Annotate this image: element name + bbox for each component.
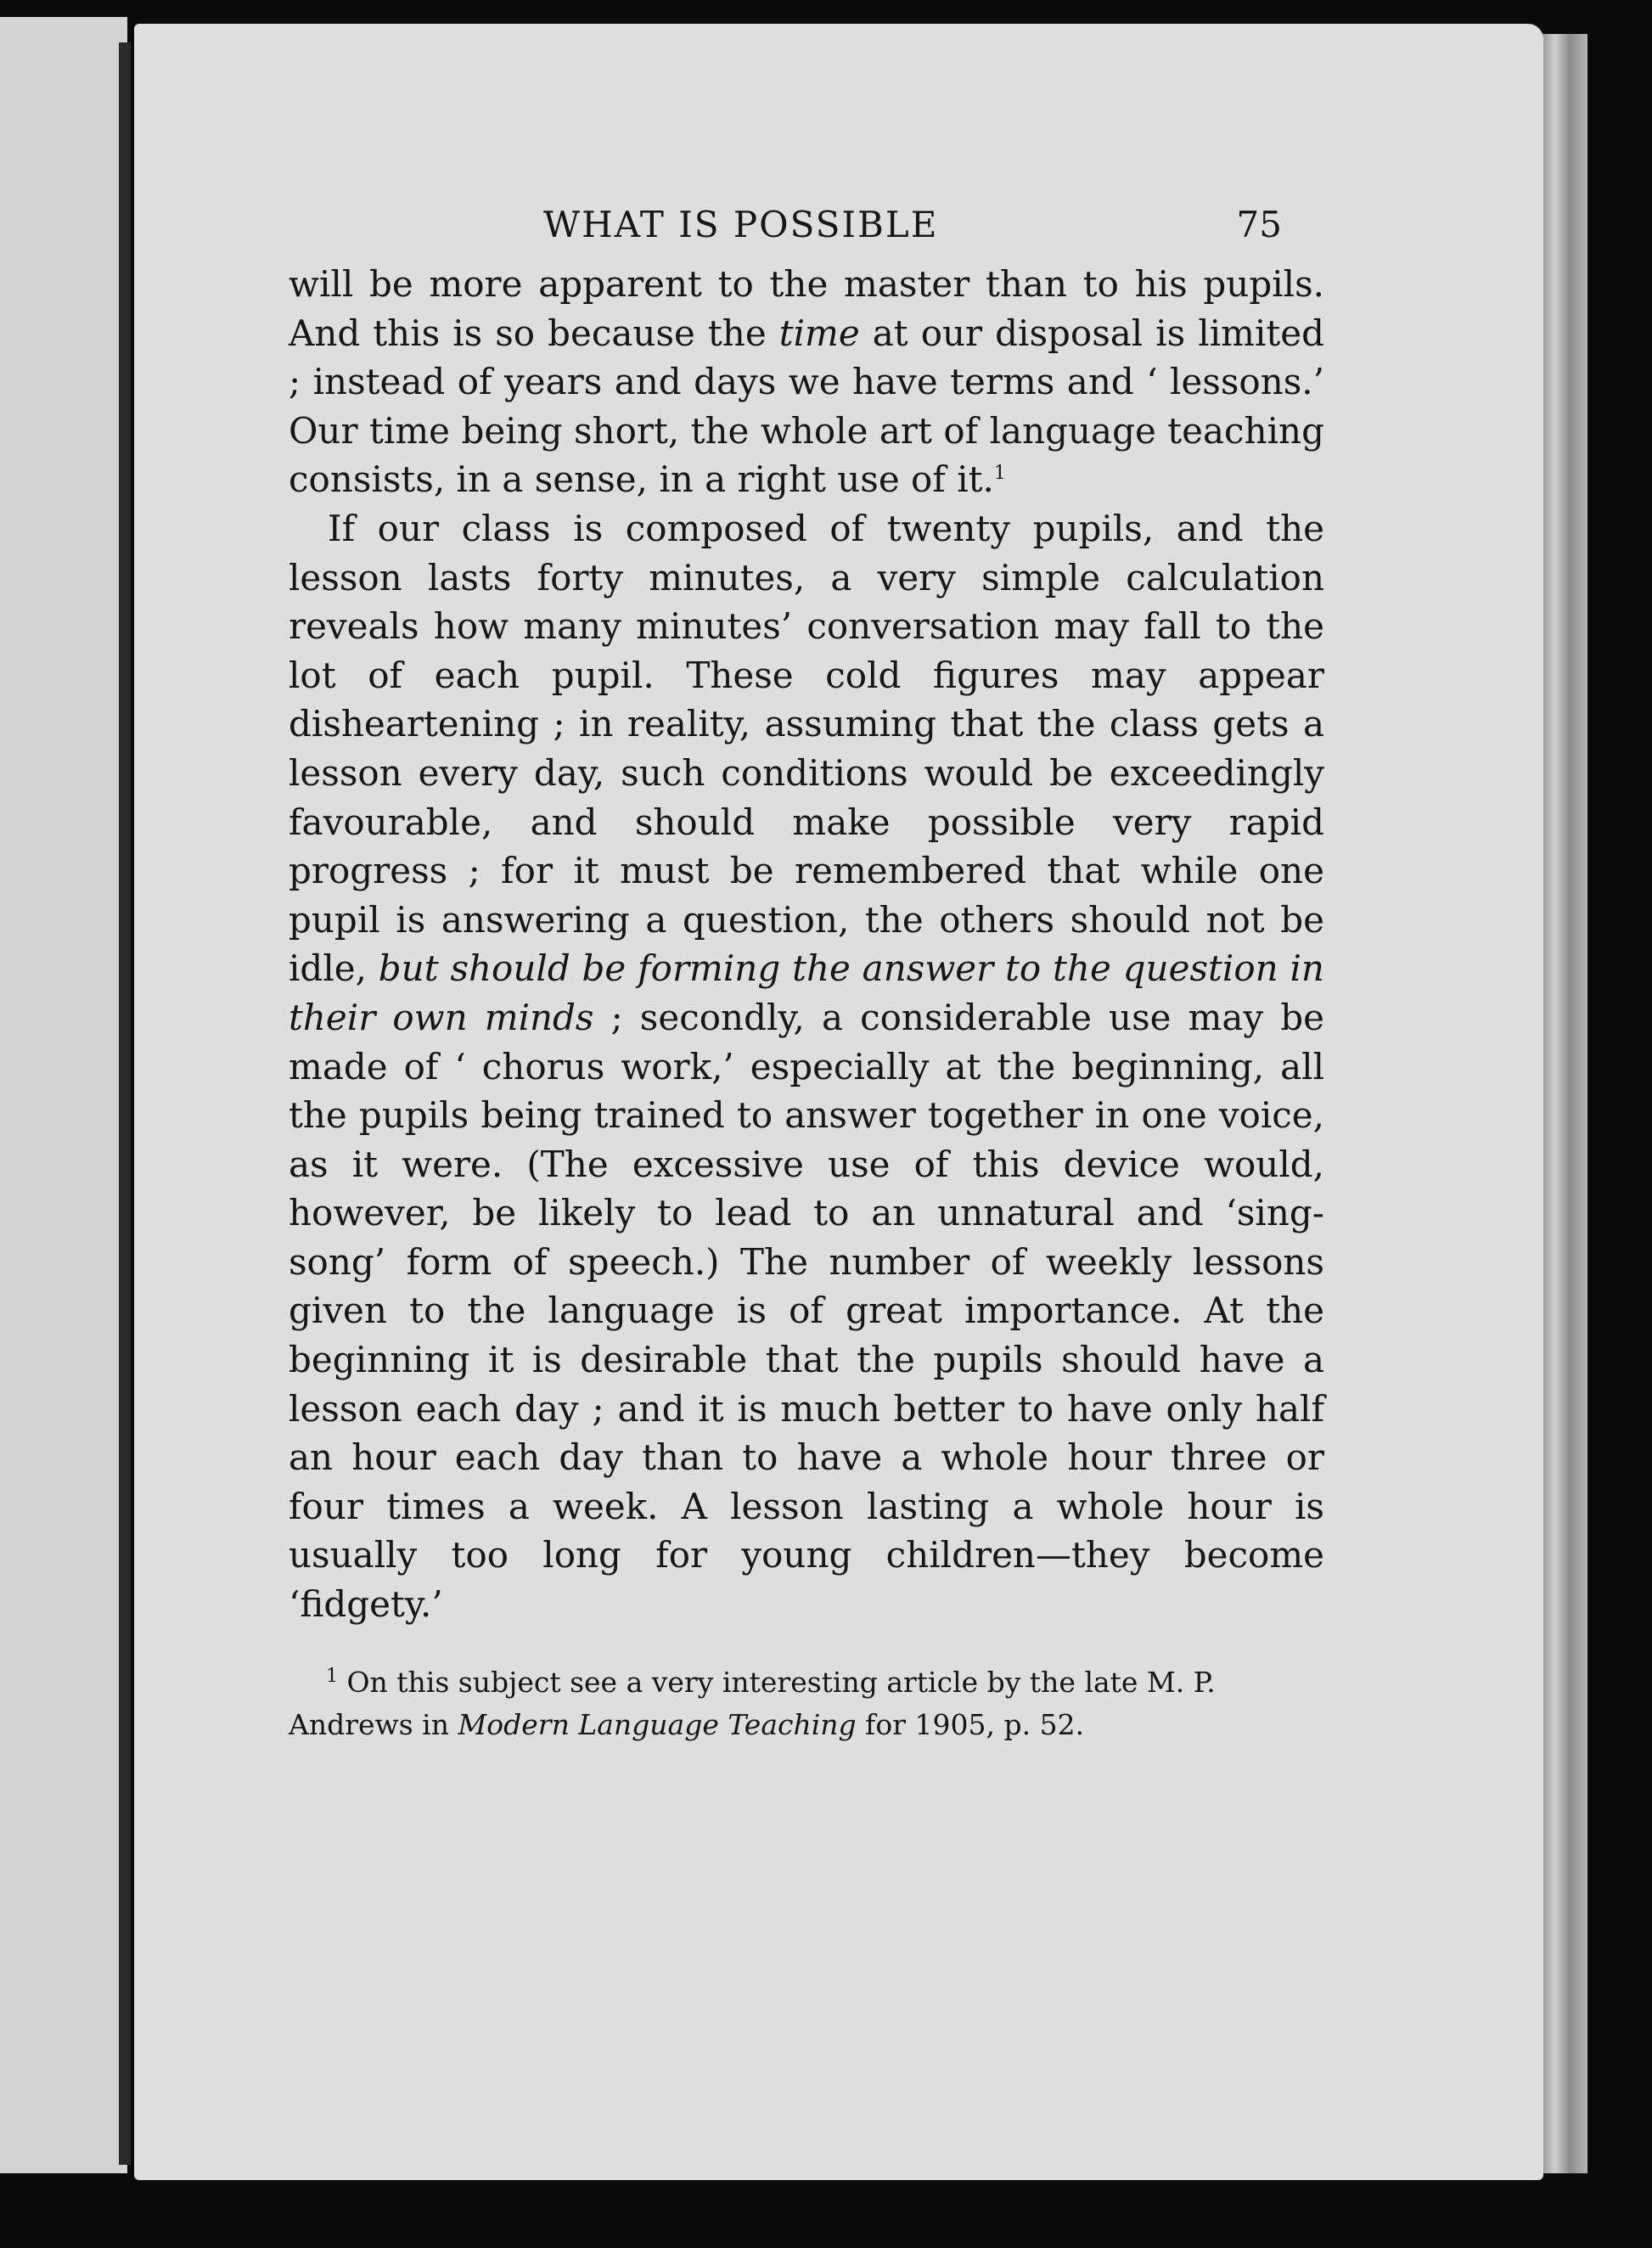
paragraph-1 [289,260,1324,504]
paragraph-2-text-c: ; secondly, a considerable use may be made of ‘ chorus work,’ especially at the beginning, all the pupils being trained to answer together in one voice, as it were. (The excessive use of this device would, however, be likely to lead to an unnatural and ‘sing-song’ form of speech.) The number of weekly lessons given to the language is of great importance. At the beginning it is desirable that the pupils should have a lesson each day ; and it is much better to have only half an hour each day than to have a whole hour three or four times a week. A lesson lasting a whole hour is usually too long for young children—they become ‘fidgety.’ [289,996,1325,1626]
body-text [289,260,1324,1629]
paragraph-1-text-a: will be more apparent to the master than to his pupils. And this is so because the [289,263,1324,354]
paragraph-2 [289,504,1324,1629]
footnote [289,1661,1324,1746]
emphasis-time: time [778,312,860,354]
footnote-reference: 1 [993,463,1006,485]
page-number: 75 [1236,204,1282,245]
book-gutter [119,42,131,2165]
running-head [289,204,1324,255]
footnote-text-a: On this subject see a very interesting article by the late M. P. Andrews in [289,1665,1216,1741]
running-title: WHAT IS POSSIBLE [543,204,939,245]
footnote-number: 1 [326,1665,338,1687]
page-text-block [289,204,1324,1746]
footnote-journal-title: Modern Language Teaching [458,1707,857,1741]
emphasis-answer: but should be forming the answer to the question in their own minds [289,947,1324,1038]
footnote-text-c: for 1905, p. 52. [856,1707,1085,1741]
left-page-margin [0,17,127,2173]
paragraph-2-text-a: If our class is composed of twenty pupils, and the lesson lasts forty minutes, a very simple calculation reveals how many minutes’ conversation may fall to the lot of each pupil. These cold figures may appear disheartening ; in reality, assuming that the class gets a lesson every day, such conditions would be exceedingly favourable, and should make possible very rapid progress ; for it must be remembered that while one pupil is answering a question, the others should not be idle, [289,507,1324,990]
paragraph-1-text-c: at our disposal is limited ; instead of years and days we have terms and ‘ lessons.’ Our time being short, the whole art of language teaching consists, in a sense, in a right use of it. [289,312,1325,501]
